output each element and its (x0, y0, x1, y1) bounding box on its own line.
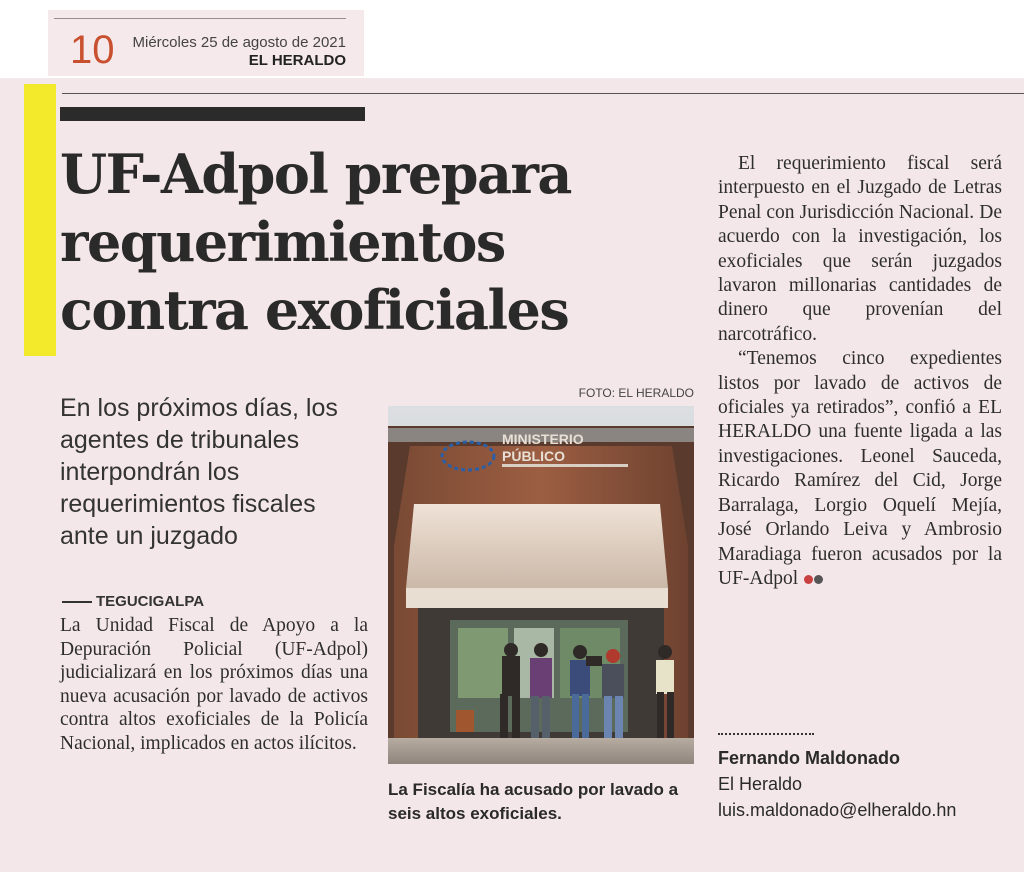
highlighter-mark (24, 84, 56, 356)
page-number: 10 (70, 28, 115, 72)
sign-text-line1: MINISTERIO (502, 431, 584, 447)
author-outlet: El Heraldo (718, 774, 803, 794)
newspaper-name: EL HERALDO (248, 52, 346, 69)
lead-paragraph: La Unidad Fiscal de Apoyo a la Depuración Policial (UF-Adpol) judicializará en los próximos días una nueva acusación por lavado de activos contra altos exoficiales de la Policía Nacional, implicados en actos ilícitos. (60, 615, 368, 754)
subheadline: En los próximos días, los agentes de tribunales interpondrán los requerimientos fiscales ante un juzgado (60, 394, 338, 550)
headline-bar (60, 107, 365, 121)
photo-caption: La Fiscalía ha acusado por lavado a seis altos exoficiales. (388, 780, 679, 823)
body-paragraph-2-text: “Tenemos cinco expedientes listos por lavado de activos de oficiales ya retirados”, confió a EL HERALDO una fuente ligada a las investigaciones. Leonel Sauceda, Ricardo Ramírez del Cid, Jorge Barralaga, Lorgio Oquelí Mejía, José Orlando Leiva y Ambrosio Maradiaga fueron acusados por la UF-Adpol (718, 348, 1002, 589)
folio-rule (54, 18, 346, 19)
body-column (718, 152, 1002, 591)
author-email: luis.maldonado@elheraldo.hn (718, 800, 957, 820)
author-name: Fernando Maldonado (718, 748, 900, 768)
dateline: TEGUCIGALPA (62, 593, 204, 610)
end-mark-icon (804, 575, 813, 584)
headline: UF-Adpol prepara requerimientos contra exoficiales (60, 142, 571, 342)
publication-date: Miércoles 25 de agosto de 2021 (132, 34, 346, 51)
author-divider (718, 733, 814, 735)
photo-credit: FOTO: EL HERALDO (578, 386, 694, 400)
end-mark-icon (814, 575, 823, 584)
body-paragraph-2 (718, 347, 1002, 591)
body-paragraph-1: El requerimiento fiscal será interpuesto en el Juzgado de Letras Penal con Jurisdicción Nacional. De acuerdo con la investigación, los exoficiales que serán juzgados lavaron millonarias cantidades de dinero que provenían del narcotráfico. (718, 153, 1002, 345)
section-rule (62, 93, 1024, 94)
building-photo (388, 406, 694, 764)
sign-text-line2: PÚBLICO (502, 448, 565, 464)
